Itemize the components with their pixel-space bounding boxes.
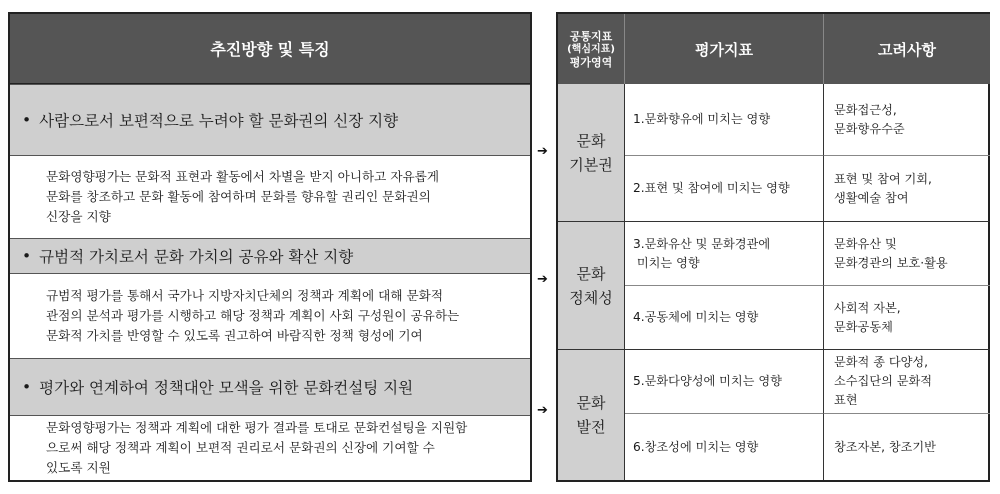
section-title-3 <box>10 358 530 416</box>
area-name-line: 발전 <box>576 418 606 436</box>
body-line: 있도록 지원 <box>46 460 111 475</box>
indicator-line: 5.문화다양성에 미치는 영향 <box>633 374 782 388</box>
consideration-cell <box>824 156 990 222</box>
indicator-line: 1.문화향유에 미치는 영향 <box>633 112 771 126</box>
section-title-2 <box>10 238 530 274</box>
consideration-cell <box>824 350 990 414</box>
body-line: 신장을 지향 <box>46 209 111 224</box>
consideration-line: 표현 <box>834 393 858 407</box>
indicator-line: 2.표현 및 참여에 미치는 영향 <box>633 181 790 195</box>
consideration-cell <box>824 222 990 286</box>
indicator-line: 6.창조성에 미치는 영향 <box>633 439 759 454</box>
body-line: 문화영향평가는 문화적 표현과 활동에서 차별을 받지 아니하고 자유롭게 <box>46 169 439 184</box>
section-title-text: 평가와 연계하여 정책대안 모색을 위한 문화컨설팅 지원 <box>39 379 414 397</box>
indicator-cell <box>625 84 824 156</box>
area-cell-development <box>558 350 625 480</box>
area-cell-identity <box>558 222 625 350</box>
consideration-line: 문화적 종 다양성, <box>834 355 929 369</box>
indicator-cell <box>625 222 824 286</box>
body-line: 문화적 가치를 반영할 수 있도록 권고하여 바람직한 정책 형성에 기여 <box>46 328 423 343</box>
header-area-line: (핵심지표) <box>567 43 615 55</box>
consideration-line: 문화유산 및 <box>834 236 897 251</box>
header-area-line: 평가영역 <box>569 55 613 69</box>
consideration-line: 문화경관의 보호·활용 <box>834 255 948 270</box>
body-line: 관점의 분석과 평가를 시행하고 해당 정책과 계획이 사회 구성원이 공유하는 <box>46 308 460 323</box>
consideration-cell <box>824 286 990 350</box>
consideration-line: 생활예술 참여 <box>834 190 909 205</box>
characteristics-header: 추진방향 및 특징 <box>10 14 530 84</box>
indicator-cell <box>625 414 824 480</box>
area-name-line: 문화 <box>576 131 606 150</box>
area-name-line: 정체성 <box>569 288 613 307</box>
arrow-right-icon: ➔ <box>537 403 548 418</box>
area-name-line: 문화 <box>576 264 606 283</box>
bullet-icon: • <box>22 378 32 396</box>
area-name-line: 문화 <box>576 394 606 412</box>
section-title-text: 규범적 가치로서 문화 가치의 공유와 확산 지향 <box>39 248 354 266</box>
header-area-line: 공통지표 <box>569 29 613 43</box>
consideration-cell <box>824 414 990 480</box>
section-title-text: 사람으로서 보편적으로 누려야 할 문화권의 신장 지향 <box>39 112 399 130</box>
bullet-icon: • <box>22 247 32 265</box>
section-body-3 <box>10 416 530 480</box>
consideration-line: 소수집단의 문화적 <box>834 374 933 388</box>
indicator-table <box>556 12 990 482</box>
indicator-cell <box>625 286 824 350</box>
indicator-cell <box>625 350 824 414</box>
bullet-icon: • <box>22 111 32 129</box>
header-area <box>558 14 624 84</box>
header-consideration: 고려사항 <box>824 14 990 84</box>
indicator-line: 4.공동체에 미치는 영향 <box>633 310 759 324</box>
header-indicator: 평가지표 <box>625 14 823 84</box>
area-cell-basic-rights <box>558 84 625 222</box>
body-line: 문화를 창조하고 문화 활동에 참여하며 문화를 향유할 권리인 문화권의 <box>46 189 431 204</box>
consideration-cell <box>824 84 990 156</box>
section-title-1 <box>10 84 530 156</box>
consideration-line: 문화향유수준 <box>834 121 905 136</box>
body-line: 으로써 해당 정책과 계획이 보편적 권리로서 문화권의 신장에 기여할 수 <box>46 440 435 455</box>
arrow-right-icon: ➔ <box>537 144 548 159</box>
indicator-cell <box>625 156 824 222</box>
consideration-line: 창조자본, 창조기반 <box>834 439 936 454</box>
body-line: 문화영향평가는 정책과 계획에 대한 평가 결과를 토대로 문화컨설팅을 지원함 <box>46 420 468 435</box>
section-body-2 <box>10 274 530 358</box>
consideration-line: 문화공동체 <box>834 319 893 334</box>
consideration-line: 사회적 자본, <box>834 300 901 315</box>
indicator-line: 미치는 영향 <box>633 255 700 270</box>
consideration-line: 표현 및 참여 기회, <box>834 171 932 186</box>
indicator-line: 3.문화유산 및 문화경관에 <box>633 236 771 251</box>
arrow-right-icon: ➔ <box>537 272 548 287</box>
area-name-line: 기본권 <box>569 155 613 174</box>
section-body-1 <box>10 156 530 238</box>
characteristics-panel <box>8 12 532 482</box>
consideration-line: 문화접근성, <box>834 102 897 117</box>
body-line: 규범적 평가를 통해서 국가나 지방자치단체의 정책과 계획에 대해 문화적 <box>46 288 443 303</box>
